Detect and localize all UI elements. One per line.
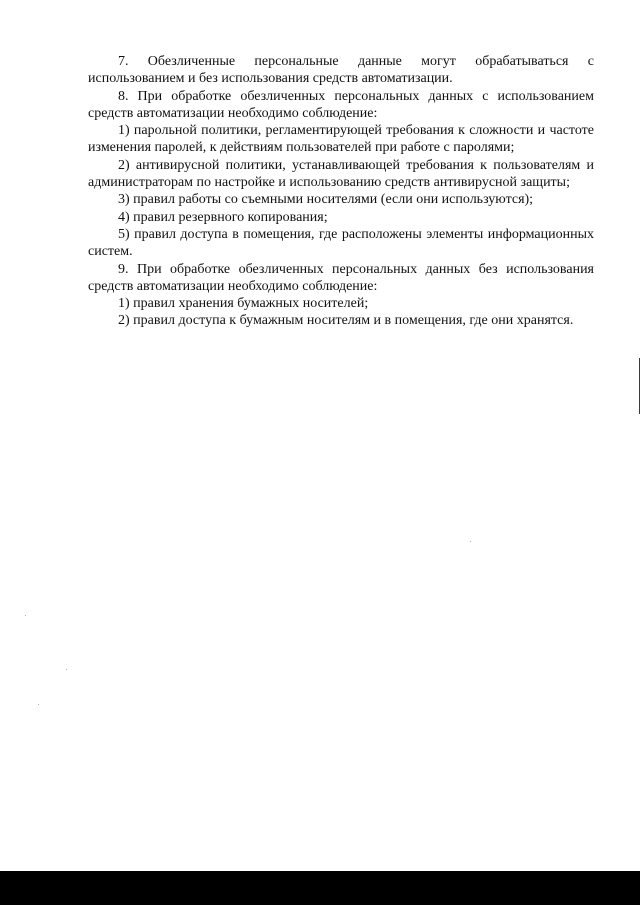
paragraph-item-8: 8. При обработке обезличенных персональных данных с использованием средств автоматизации необходимо соблюдение: xyxy=(88,88,594,121)
scan-speck xyxy=(470,541,471,542)
subitem-password-policy: 1) парольной политики, регламентирующей требования к сложности и частоте изменения паролей, к действиям пользователей при работе с паролями; xyxy=(88,123,594,156)
subitem-removable-media: 3) правил работы со съемными носителями (если они используются); xyxy=(118,192,534,208)
subitem-paper-access: 2) правил доступа к бумажным носителям и в помещения, где они хранятся. xyxy=(118,313,574,329)
subitem-paper-storage: 1) правил хранения бумажных носителей; xyxy=(118,296,369,312)
scan-speck xyxy=(25,615,26,616)
scan-bottom-border xyxy=(0,871,640,905)
scan-speck xyxy=(66,669,67,670)
subitem-room-access: 5) правил доступа в помещения, где расположены элементы информационных систем. xyxy=(88,226,594,260)
paragraph-item-9: 9. При обработке обезличенных персональных данных без использования средств автоматизации необходимо соблюдение: xyxy=(88,261,594,294)
paragraph-item-7: 7. Обезличенные персональные данные могут обрабатываться с использованием и без использования средств автоматизации. xyxy=(88,54,594,87)
subitem-backup-rules: 4) правил резервного копирования; xyxy=(118,209,328,225)
document-body xyxy=(88,53,594,330)
subitem-antivirus-policy: 2) антивирусной политики, устанавливающей требования к пользователям и администраторам по настройке и использованию средств антивирусной защиты; xyxy=(88,157,594,191)
scan-speck xyxy=(38,704,39,705)
